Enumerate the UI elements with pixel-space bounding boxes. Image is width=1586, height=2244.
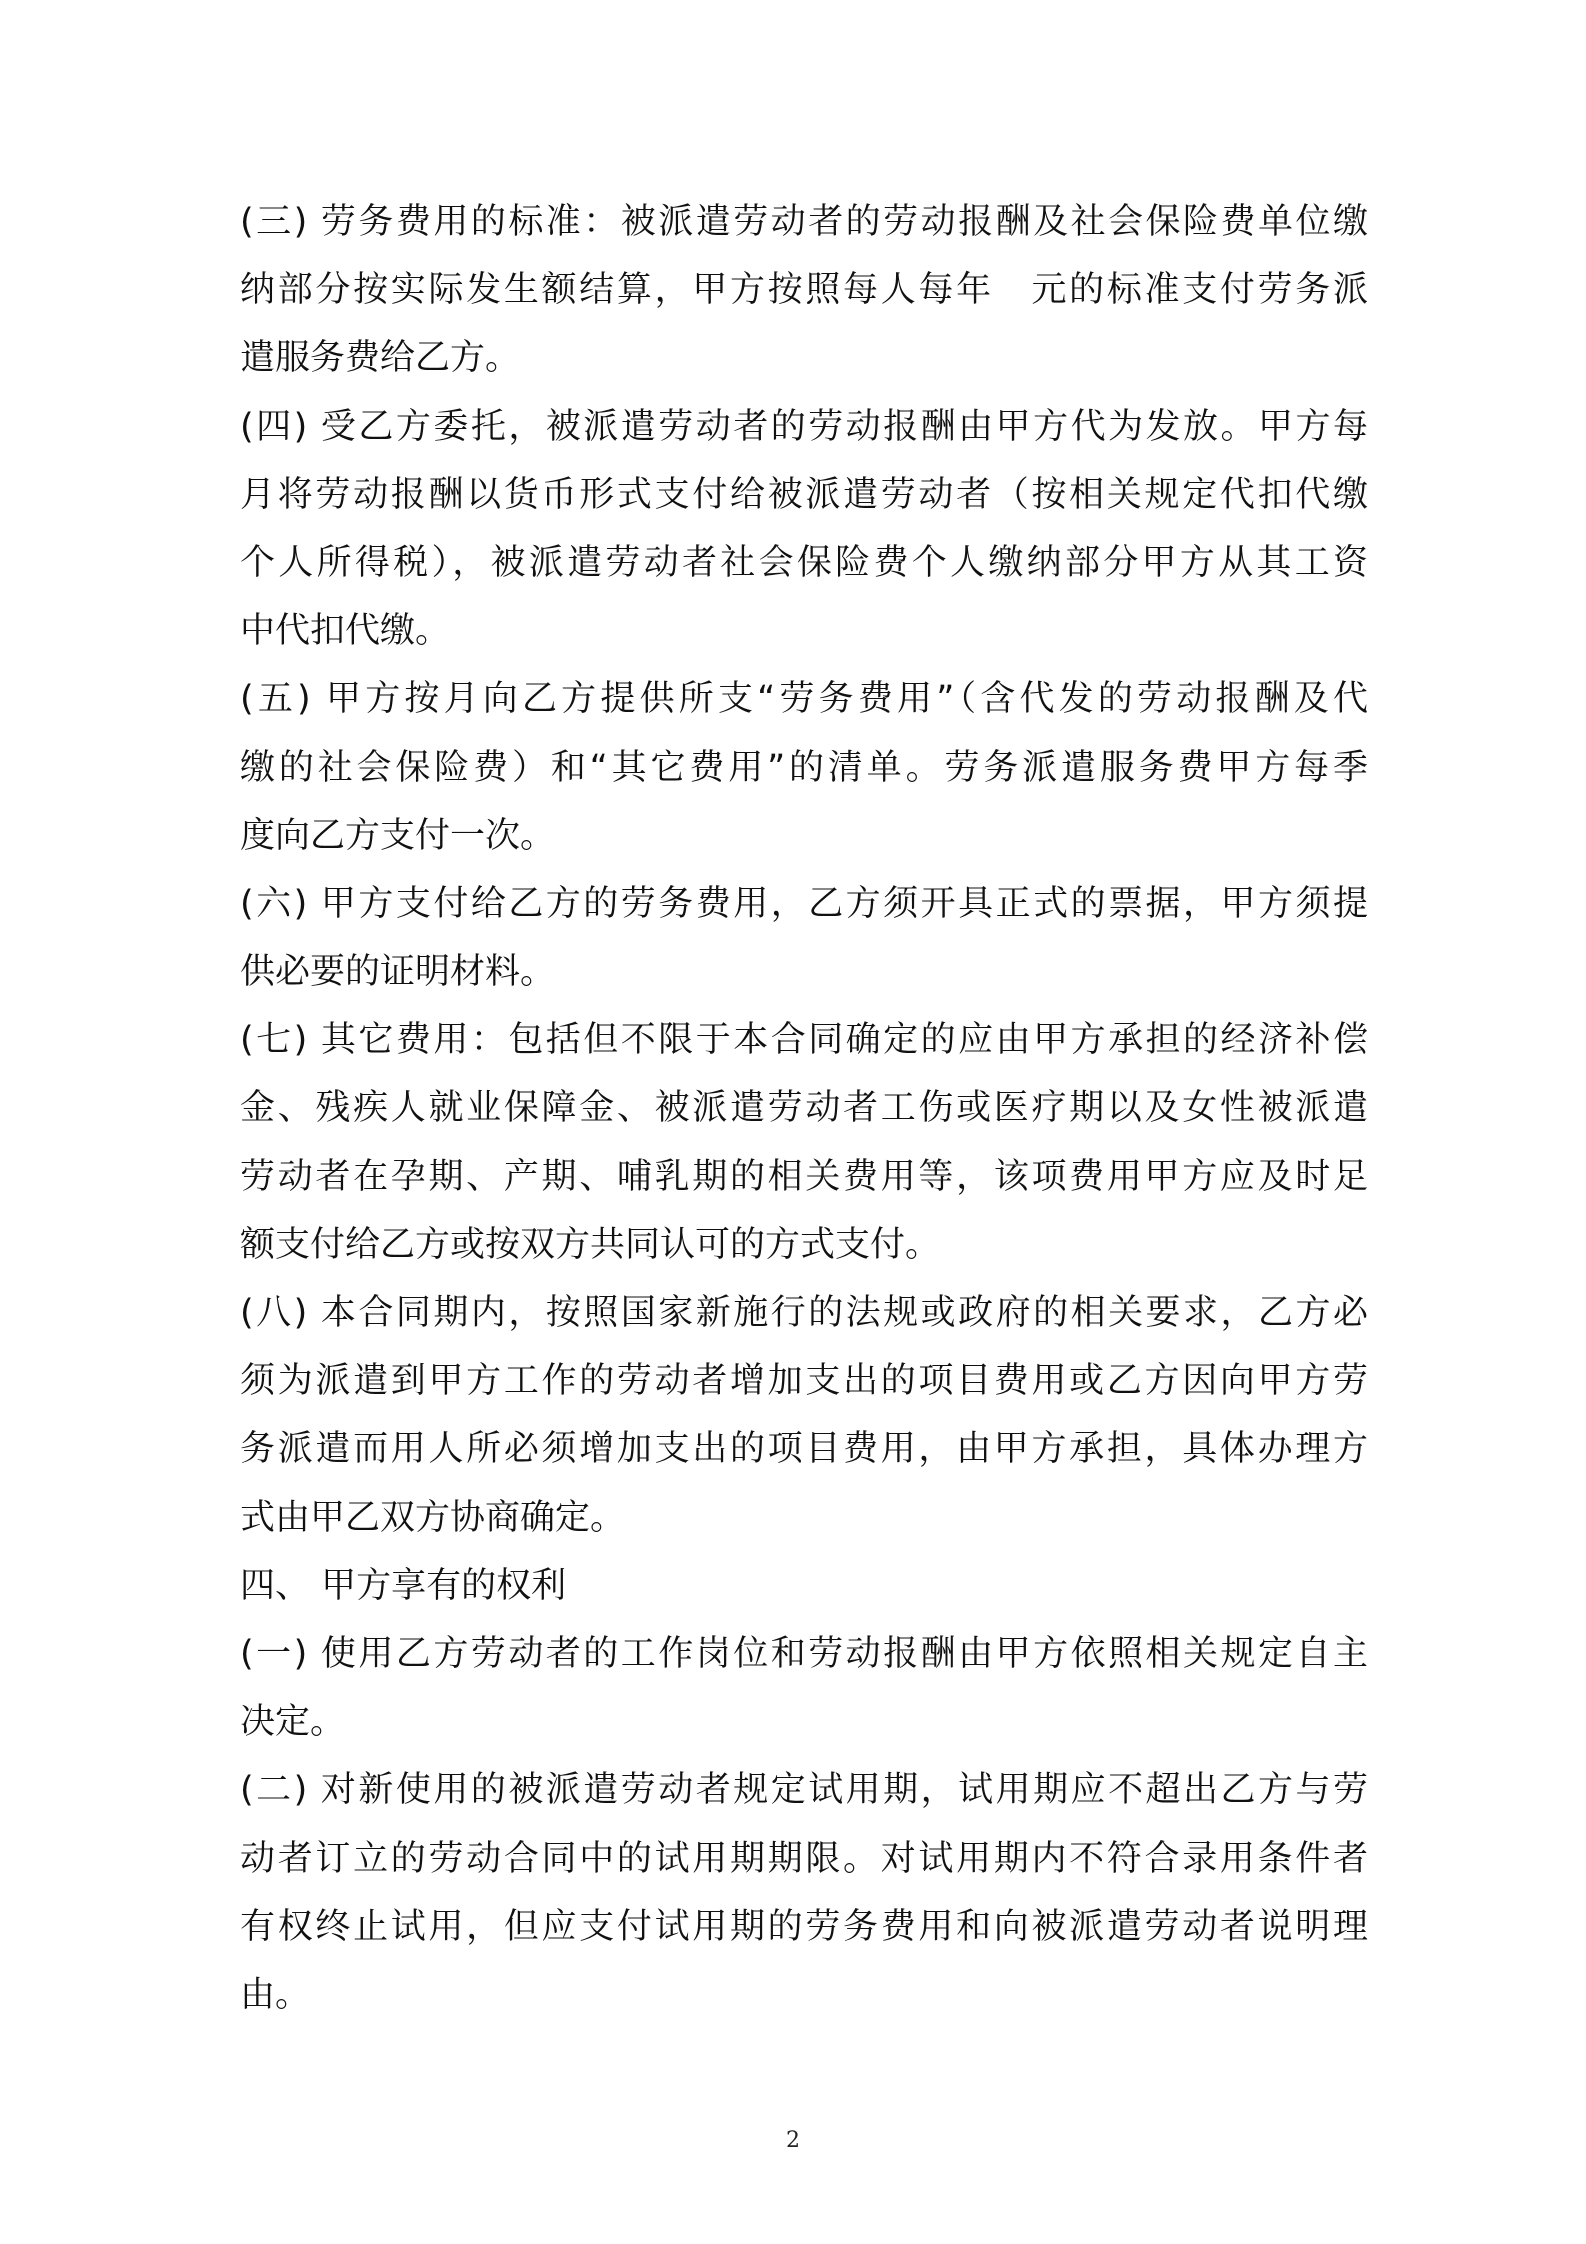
text-line: (一) 使用乙方劳动者的工作岗位和劳动报酬由甲方依照相关规定自主 xyxy=(240,1633,1368,1674)
text-line: 式由甲乙双方协商确定。 xyxy=(240,1497,626,1538)
text-line: 金、残疾人就业保障金、被派遣劳动者工伤或医疗期以及女性被派遣 xyxy=(240,1088,1368,1129)
text-line: 务派遣而用人所必须增加支出的项目费用，由甲方承担，具体办理方 xyxy=(240,1429,1368,1470)
text-line: 度向乙方支付一次。 xyxy=(240,815,556,856)
section-heading: 四、 甲方享有的权利 xyxy=(240,1565,567,1606)
text-line: (四) 受乙方委托，被派遣劳动者的劳动报酬由甲方代为发放。甲方每 xyxy=(240,406,1368,447)
text-line: 额支付给乙方或按双方共同认可的方式支付。 xyxy=(240,1224,941,1265)
text-line: 遣服务费给乙方。 xyxy=(240,338,521,379)
text-line: 有权终止试用，但应支付试用期的劳务费用和向被派遣劳动者说明理 xyxy=(240,1906,1368,1947)
text-line: 由。 xyxy=(240,1974,311,2015)
text-line: 月将劳动报酬以货币形式支付给被派遣劳动者（按相关规定代扣代缴 xyxy=(240,474,1368,515)
text-line: (六) 甲方支付给乙方的劳务费用，乙方须开具正式的票据，甲方须提 xyxy=(240,883,1368,924)
text-line: (二) 对新使用的被派遣劳动者规定试用期，试用期应不超出乙方与劳 xyxy=(240,1770,1368,1811)
text-line: (三) 劳务费用的标准：被派遣劳动者的劳动报酬及社会保险费单位缴 xyxy=(240,202,1368,242)
text-line: 须为派遣到甲方工作的劳动者增加支出的项目费用或乙方因向甲方劳 xyxy=(240,1361,1368,1402)
document-body xyxy=(240,188,1368,2029)
text-line: 中代扣代缴。 xyxy=(240,611,451,652)
text-line: (五) 甲方按月向乙方提供所支“劳务费用”（含代发的劳动报酬及代 xyxy=(240,679,1368,720)
text-line: 动者订立的劳动合同中的试用期期限。对试用期内不符合录用条件者 xyxy=(240,1838,1368,1879)
text-line: 劳动者在孕期、产期、哺乳期的相关费用等，该项费用甲方应及时足 xyxy=(240,1156,1368,1197)
text-line: 决定。 xyxy=(240,1702,346,1743)
text-line: (八) 本合同期内，按照国家新施行的法规或政府的相关要求，乙方必 xyxy=(240,1293,1368,1333)
text-line: 个人所得税），被派遣劳动者社会保险费个人缴纳部分甲方从其工资 xyxy=(240,542,1368,583)
text-line: 纳部分按实际发生额结算，甲方按照每人每年 元的标准支付劳务派 xyxy=(240,270,1368,311)
text-line: (七) 其它费用：包括但不限于本合同确定的应由甲方承担的经济补偿 xyxy=(240,1020,1368,1061)
page-number: 2 xyxy=(786,2128,800,2153)
text-line: 缴的社会保险费）和“其它费用”的清单。劳务派遣服务费甲方每季 xyxy=(240,747,1368,788)
text-line: 供必要的证明材料。 xyxy=(240,952,556,993)
